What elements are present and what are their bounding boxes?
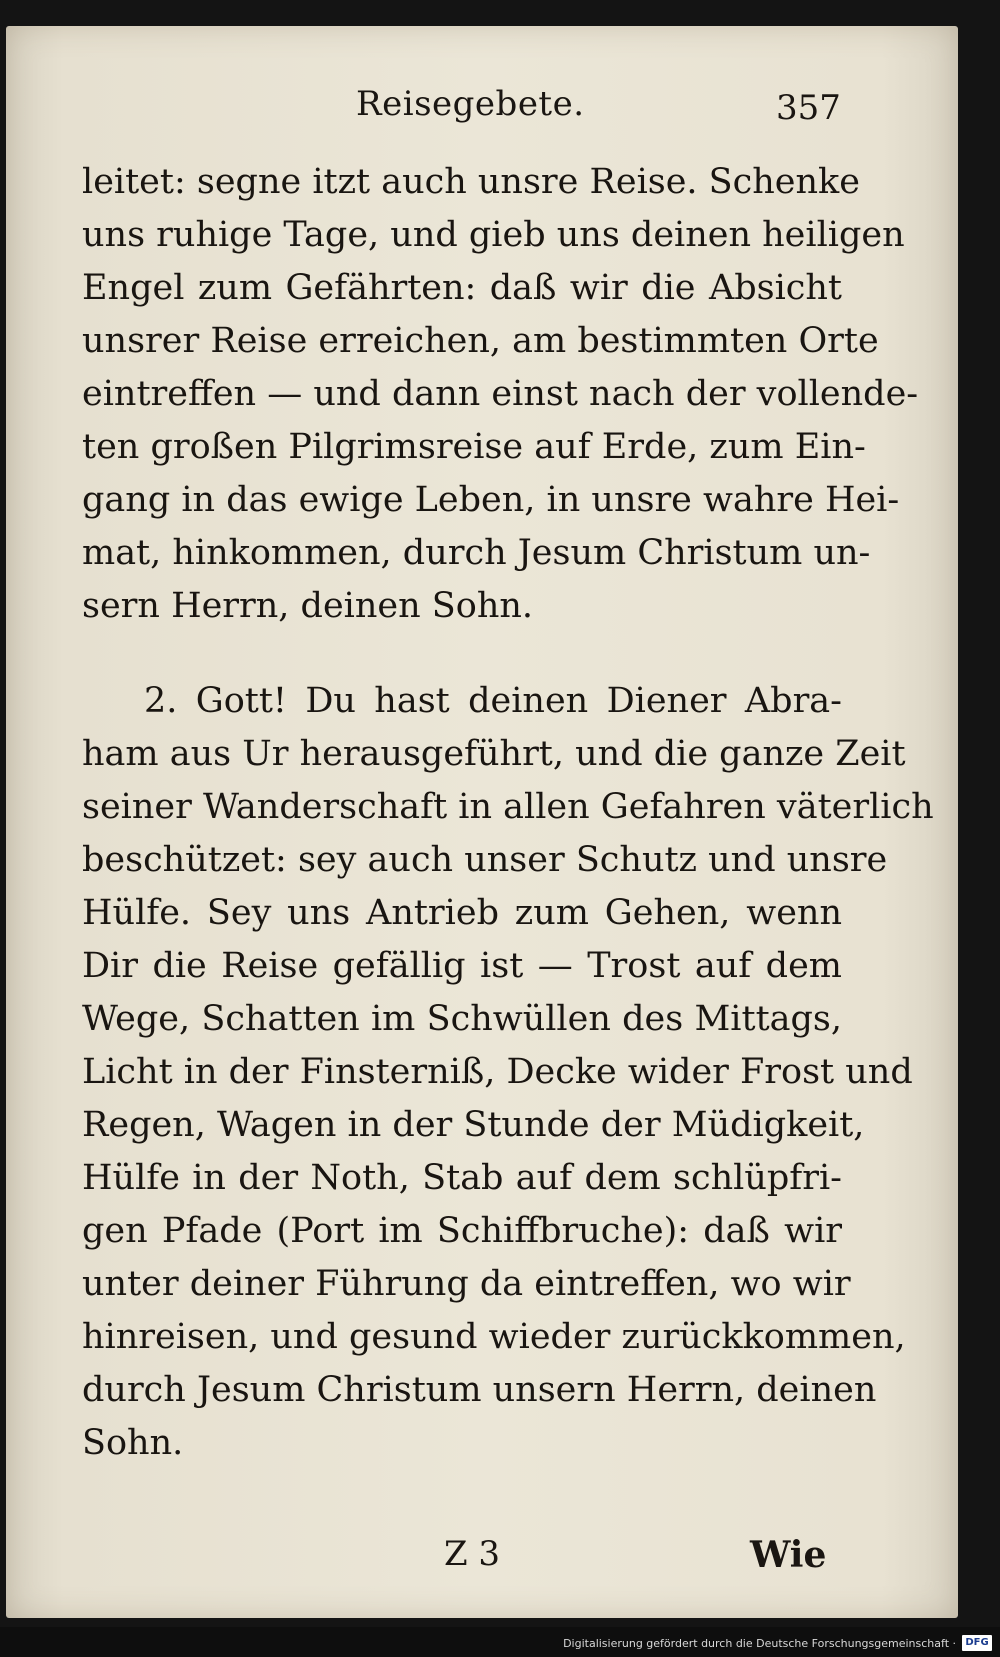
text-line: hinreisen, und gesund wieder zurückkommen,	[82, 1317, 906, 1357]
text-line: Wege, Schatten im Schwüllen des Mittags,	[82, 999, 842, 1039]
funding-credit: Digitalisierung gefördert durch die Deutsche Forschungsgemeinschaft ·	[563, 1637, 956, 1650]
text-line: ham aus Ur herausgeführt, und die ganze Zeit	[82, 734, 906, 774]
text-line: ten großen Pilgrimsreise auf Erde, zum Ein-	[82, 427, 866, 467]
text-line: eintreffen — und dann einst nach der vollende-	[82, 374, 919, 414]
text-line: mat, hinkommen, durch Jesum Christum un-	[82, 533, 871, 573]
text-line: seiner Wanderschaft in allen Gefahren väterlich	[82, 787, 934, 827]
paragraph-1	[82, 156, 919, 633]
text-line: unter deiner Führung da eintreffen, wo wir	[82, 1264, 851, 1304]
paragraph-gap	[82, 633, 842, 675]
digitization-footer	[0, 1627, 1000, 1657]
text-line: uns ruhige Tage, und gieb uns deinen heiligen	[82, 215, 905, 255]
running-head: Reisegebete.	[356, 84, 585, 124]
text-line: Licht in der Finsterniß, Decke wider Frost und	[82, 1052, 913, 1092]
catchword: Wie	[750, 1534, 827, 1576]
text-line: Hülfe. Sey uns Antrieb zum Gehen, wenn	[82, 893, 842, 933]
text-line: Dir die Reise gefällig ist — Trost auf dem	[82, 946, 842, 986]
text-line: Engel zum Gefährten: daß wir die Absicht	[82, 268, 842, 308]
signature-mark: Z 3	[444, 1534, 501, 1574]
text-line: gen Pfade (Port im Schiffbruche): daß wir	[82, 1211, 842, 1251]
text-line: Hülfe in der Noth, Stab auf dem schlüpfri-	[82, 1158, 842, 1198]
text-line: Sohn.	[82, 1423, 184, 1463]
text-line: beschützet: sey auch unser Schutz und unsre	[82, 840, 888, 880]
text-line: leitet: segne itzt auch unsre Reise. Schenke	[82, 162, 860, 202]
page-number: 357	[776, 88, 841, 128]
text-line: unsrer Reise erreichen, am bestimmten Orte	[82, 321, 879, 361]
text-line: durch Jesum Christum unsern Herrn, deinen	[82, 1370, 877, 1410]
paragraph-2	[82, 675, 934, 1470]
text-line: sern Herrn, deinen Sohn.	[82, 586, 534, 626]
body-text	[82, 156, 934, 1470]
text-line: 2. Gott! Du hast deinen Diener Abra-	[144, 681, 842, 721]
dfg-logo: DFG	[962, 1635, 992, 1651]
text-line: gang in das ewige Leben, in unsre wahre Hei-	[82, 480, 900, 520]
text-line: Regen, Wagen in der Stunde der Müdigkeit,	[82, 1105, 865, 1145]
book-page	[6, 26, 958, 1618]
